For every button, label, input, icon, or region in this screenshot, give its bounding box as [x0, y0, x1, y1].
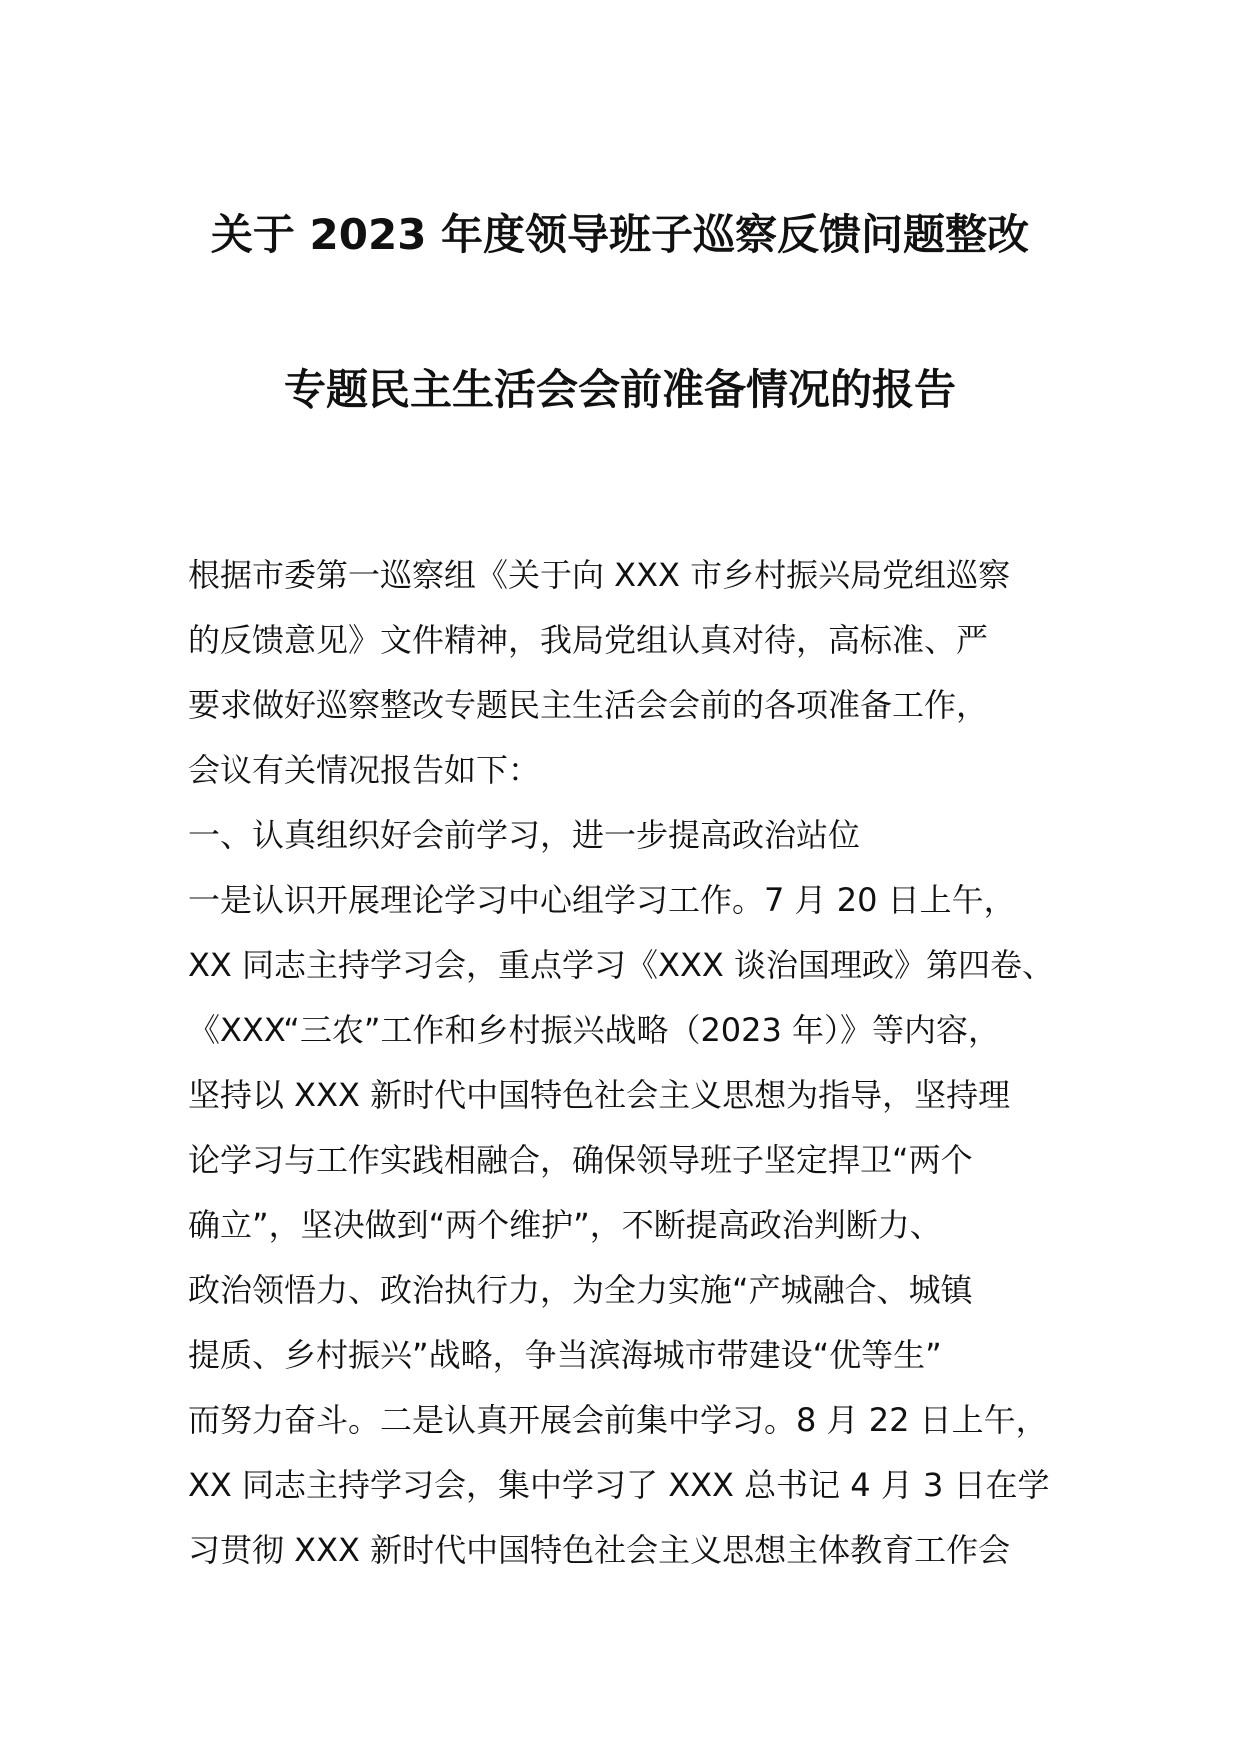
body-line: 根据市委第一巡察组《关于向 XXX 市乡村振兴局党组巡察 [188, 556, 1011, 594]
body-line: 政治领悟力、政治执行力，为全力实施“产城融合、城镇 [188, 1271, 973, 1309]
section-heading: 一、认真组织好会前学习，进一步提高政治站位 [188, 816, 861, 854]
body-line: XX 同志主持学习会，重点学习《XXX 谈治国理政》第四卷、 [188, 946, 1054, 984]
body-line: 而努力奋斗。二是认真开展会前集中学习。8 月 22 日上午， [188, 1401, 1048, 1439]
body-line: XX 同志主持学习会，集中学习了 XXX 总书记 4 月 3 日在学 [188, 1466, 1050, 1504]
document-title-line-2: 专题民主生活会会前准备情况的报告 [283, 365, 956, 414]
document-title-line-1: 关于 2023 年度领导班子巡察反馈问题整改 [210, 210, 1030, 259]
body-line: 一是认识开展理论学习中心组学习工作。7 月 20 日上午， [188, 881, 1016, 919]
body-line: 要求做好巡察整改专题民主生活会会前的各项准备工作， [188, 686, 989, 724]
body-line: 确立”，坚决做到“两个维护”，不断提高政治判断力、 [188, 1206, 942, 1244]
body-line: 论学习与工作实践相融合，确保领导班子坚定捍卫“两个 [188, 1141, 973, 1179]
body-line: 坚持以 XXX 新时代中国特色社会主义思想为指导，坚持理 [188, 1076, 1011, 1114]
body-line: 习贯彻 XXX 新时代中国特色社会主义思想主体教育工作会 [188, 1531, 1011, 1569]
body-line: 会议有关情况报告如下： [188, 751, 541, 789]
body-line: 提质、乡村振兴”战略，争当滨海城市带建设“优等生” [188, 1336, 942, 1374]
body-line: 《XXX“三农”工作和乡村振兴战略（2023 年）》等内容， [188, 1011, 1001, 1049]
document-body [188, 543, 1088, 1583]
body-line: 的反馈意见》文件精神，我局党组认真对待，高标准、严 [188, 621, 989, 659]
